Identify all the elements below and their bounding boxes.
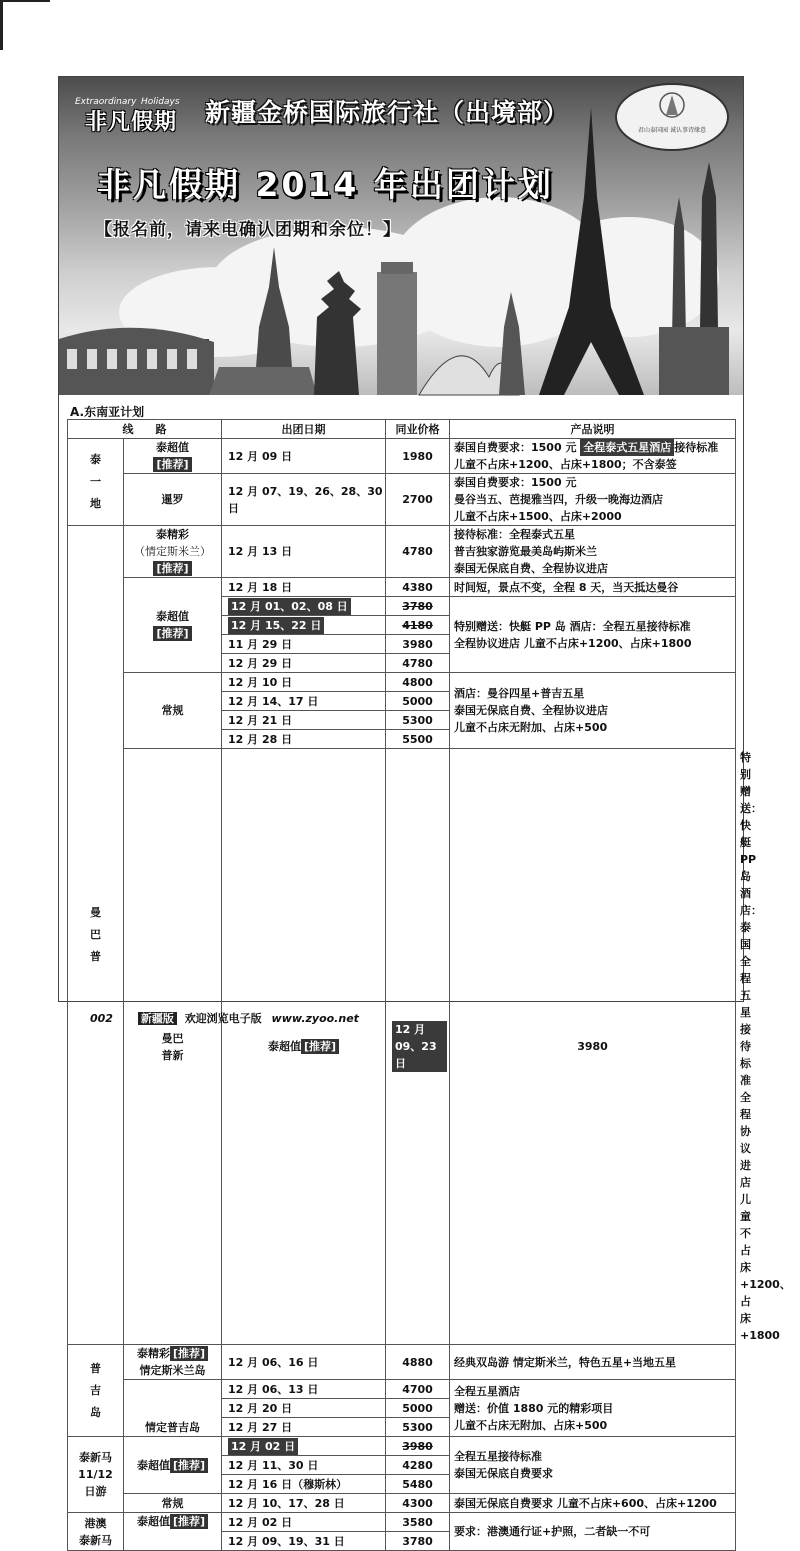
date-cell: [222, 1437, 386, 1456]
recommend-tag-label: 推荐: [178, 1515, 200, 1528]
category-label: 普吉岛: [90, 1361, 101, 1419]
desc-text: 接待标准: [674, 441, 719, 454]
route-cell: [222, 749, 386, 1345]
price-struck: 3780: [402, 599, 433, 613]
table-row: [68, 673, 736, 692]
desc-line: 儿童不占床+1200、占床+1800；不含泰签: [454, 458, 677, 471]
seal-caption: 君山泰国园 诚认事诗缘意: [638, 127, 706, 134]
date-cell: 12 月 09 日: [222, 439, 386, 474]
header-price: 同业价格: [386, 420, 450, 439]
price-struck: 3980: [402, 1439, 433, 1453]
category-cell: [68, 439, 124, 526]
price-cell: 4800: [386, 673, 450, 692]
desc-line: 泰国自费要求：1500 元: [454, 476, 577, 489]
table-row: [68, 526, 736, 578]
category-label: 泰一地: [90, 453, 101, 510]
header-banner: [59, 77, 743, 395]
price-struck: 4180: [402, 618, 433, 632]
agency-seal: [615, 83, 729, 151]
table-row: [68, 474, 736, 526]
desc-cell: [450, 597, 736, 673]
logo-en-left: Extraordinary: [75, 97, 137, 107]
footer-url[interactable]: www.zyoo.net: [271, 1012, 359, 1025]
date-highlight: 12 月 15、22 日: [228, 617, 324, 634]
route-label: 泰超值: [156, 610, 189, 623]
date-highlight: 12 月 01、02、08 日: [228, 598, 351, 615]
category-label: 泰新马: [79, 1533, 112, 1547]
desc-line: 全程协议进店 儿童不占床+1200、占床+1800: [454, 636, 692, 650]
route-label: 泰精彩: [156, 528, 189, 541]
route-label: 泰超值: [136, 1458, 170, 1472]
date-cell: 12 月 28 日: [222, 730, 386, 749]
price-cell: 5300: [386, 1418, 450, 1437]
desc-line: 全程五星酒店: [454, 1384, 520, 1398]
fantastic-holidays-logo: [69, 83, 187, 139]
route-label: 泰超值: [156, 441, 189, 454]
price-cell: 5000: [386, 692, 450, 711]
date-cell: [222, 616, 386, 635]
price-cell: [386, 1437, 450, 1456]
route-cell: [124, 1345, 222, 1380]
price-cell: 3980: [450, 749, 736, 1345]
desc-highlight: 全程泰式五星酒店: [580, 439, 674, 456]
price-cell: 4380: [386, 578, 450, 597]
desc-line: 特别赠送：快艇 PP 岛 酒店：全程五星接待标准: [454, 619, 691, 633]
page-number: 002: [90, 1012, 113, 1025]
recommend-tag-label: 推荐: [161, 627, 184, 640]
page-footer: [90, 1010, 359, 1024]
desc-cell: [450, 1437, 736, 1494]
price-cell: 1980: [386, 439, 450, 474]
recommend-tag: [推荐]: [153, 561, 191, 576]
desc-line: 赠送：价值 1880 元的精彩项目: [454, 1401, 614, 1415]
date-cell: 12 月 20 日: [222, 1399, 386, 1418]
desc-line: 接待标准：全程泰式五星: [454, 528, 575, 541]
agency-name: 新疆金桥国际旅行社（出境部）: [205, 98, 570, 127]
price-cell: 3980: [386, 635, 450, 654]
price-cell: 4280: [386, 1456, 450, 1475]
category-cell: [124, 749, 222, 1345]
date-highlight: 12 月 02 日: [228, 1438, 298, 1455]
recommend-tag: [推荐]: [153, 626, 191, 641]
schedule-table-box: [67, 401, 791, 1551]
table-header-row: [68, 420, 736, 439]
desc-line: [454, 439, 733, 456]
category-label: 曼巴普: [90, 906, 101, 963]
desc-line: 全程五星接待标准: [454, 1450, 542, 1463]
route-label-sub: 情定斯米兰岛: [139, 1364, 206, 1377]
category-label: 11/12: [78, 1468, 113, 1481]
desc-cell: [450, 439, 736, 474]
desc-line: 酒店：曼谷四星+普吉五星: [454, 687, 585, 700]
recommend-tag: [推荐]: [153, 457, 191, 472]
recommend-tag-label: 推荐: [178, 1347, 200, 1360]
table-row: [68, 1380, 736, 1399]
category-cell: [68, 526, 124, 1345]
desc-line: 泰国无保底自费要求: [454, 1467, 553, 1480]
date-cell: 11 月 29 日: [222, 635, 386, 654]
desc-cell: [450, 673, 736, 749]
schedule-table: [67, 419, 791, 1551]
date-highlight: 12 月 09、23 日: [392, 1021, 447, 1072]
route-label: 情定普吉岛: [145, 1421, 200, 1434]
route-label-sub: （情定斯米兰）: [134, 545, 211, 558]
price-cell: 4780: [386, 654, 450, 673]
price-cell: 5480: [386, 1475, 450, 1494]
date-cell: 12 月 09、19、31 日: [222, 1532, 386, 1551]
route-cell: [124, 1437, 222, 1494]
date-cell: 12 月 16 日（穆斯林）: [222, 1475, 386, 1494]
date-cell: [386, 749, 450, 1345]
desc-line: 儿童不占床+1500、占床+2000: [454, 510, 622, 523]
date-cell: 12 月 14、17 日: [222, 692, 386, 711]
route-cell: [124, 1380, 222, 1437]
route-cell: [124, 439, 222, 474]
date-cell: 12 月 06、16 日: [222, 1345, 386, 1380]
desc-cell: 经典双岛游 情定斯米兰，特色五星+当地五星: [450, 1345, 736, 1380]
header-route: 线 路: [68, 420, 222, 439]
route-label: 泰精彩: [136, 1347, 170, 1360]
table-row: [68, 578, 736, 597]
date-cell: 12 月 02 日: [222, 1513, 386, 1532]
table-row: [68, 439, 736, 474]
desc-cell: [450, 1380, 736, 1437]
date-cell: 12 月 10、17、28 日: [222, 1494, 386, 1513]
category-cell: [68, 1437, 124, 1513]
recommend-tag: [推荐]: [301, 1039, 339, 1054]
date-cell: 12 月 06、13 日: [222, 1380, 386, 1399]
date-cell: 12 月 10 日: [222, 673, 386, 692]
recommend-tag: [推荐]: [170, 1514, 208, 1529]
table-row: [68, 1437, 736, 1456]
recommend-tag: [推荐]: [170, 1458, 208, 1473]
section-title: A.东南亚计划: [70, 405, 145, 419]
desc-text: 泰国自费要求：1500 元: [454, 441, 577, 454]
table-row: [68, 1345, 736, 1380]
route-label: 泰超值: [267, 1040, 301, 1053]
price-cell: 2700: [386, 474, 450, 526]
desc-line: 儿童不占床无附加、占床+500: [454, 1418, 608, 1432]
desc-line: 泰国无保底自费、全程协议进店: [454, 562, 608, 575]
table-row: [68, 1513, 736, 1532]
crop-mark-top-left: [0, 0, 3, 50]
header-desc: 产品说明: [450, 420, 736, 439]
route-label: 泰超值: [136, 1515, 170, 1528]
category-label: 港澳: [84, 1516, 107, 1530]
category-label: 泰新马: [79, 1451, 112, 1464]
recommend-tag: [推荐]: [170, 1346, 208, 1361]
date-cell: 12 月 11、30 日: [222, 1456, 386, 1475]
desc-line: 泰国无保底自费、全程协议进店: [454, 704, 608, 717]
category-label: 日游: [84, 1485, 107, 1498]
category-label: 普新: [161, 1048, 184, 1062]
date-cell: 12 月 27 日: [222, 1418, 386, 1437]
date-cell: 12 月 21 日: [222, 711, 386, 730]
category-cell: [68, 1345, 124, 1437]
recommend-tag-label: 推荐: [178, 1458, 200, 1472]
route-cell: [124, 578, 222, 673]
date-cell: 12 月 18 日: [222, 578, 386, 597]
route-cell: [124, 526, 222, 578]
route-cell: 暹罗: [124, 474, 222, 526]
booking-notice: 【报名前，请来电确认团期和余位！】: [95, 220, 401, 240]
recommend-tag-label: 推荐: [161, 562, 184, 575]
price-cell: 3780: [386, 1532, 450, 1551]
date-cell: [222, 597, 386, 616]
date-cell: 12 月 07、19、26、28、30 日: [222, 474, 386, 526]
logo-text: 非凡假期: [85, 110, 178, 135]
recommend-tag-label: 推荐: [161, 458, 184, 471]
table-row: [68, 1494, 736, 1513]
price-cell: [386, 597, 450, 616]
category-label: 曼巴: [161, 1031, 184, 1045]
crop-mark-top-left-h: [0, 0, 50, 2]
desc-cell: [450, 474, 736, 526]
desc-cell: 泰国无保底自费要求 儿童不占床+600、占床+1200: [450, 1494, 736, 1513]
footer-text: 欢迎浏览电子版: [184, 1012, 262, 1025]
route-cell: 常规: [124, 673, 222, 749]
price-cell: 4300: [386, 1494, 450, 1513]
route-cell: [124, 1513, 222, 1551]
price-cell: 4780: [386, 526, 450, 578]
desc-cell: [450, 526, 736, 578]
desc-cell: 要求：港澳通行证+护照，二者缺一不可: [450, 1513, 736, 1551]
price-cell: 5000: [386, 1399, 450, 1418]
desc-line: 普吉独家游览最美岛屿斯米兰: [454, 545, 597, 558]
logo-en-right: Holidays: [141, 97, 180, 107]
category-cell: [68, 1513, 124, 1551]
price-cell: 4880: [386, 1345, 450, 1380]
recommend-tag-label: 推荐: [309, 1040, 331, 1053]
header-date: 出团日期: [222, 420, 386, 439]
price-cell: [386, 616, 450, 635]
table-row: 曼巴 普新 泰超值 [推荐] 12 月 09、23 日 3980 特别赠送：快艇 PP 岛 酒店：泰国全程五星接待标准 全程协议进店 儿童不占床+1200、占床+1800: [68, 749, 736, 1345]
price-cell: 5500: [386, 730, 450, 749]
desc-line: 儿童不占床无附加、占床+500: [454, 721, 608, 734]
date-cell: 12 月 29 日: [222, 654, 386, 673]
desc-line: 曼谷当五、芭提雅当四，升级一晚海边酒店: [454, 493, 663, 506]
seal-figure-icon: [617, 85, 727, 125]
price-cell: 3580: [386, 1513, 450, 1532]
route-cell: 常规: [124, 1494, 222, 1513]
desc-cell: 时间短，景点不变，全程 8 天，当天抵达曼谷: [450, 578, 736, 597]
main-title: 非凡假期 2014 年出团计划: [97, 165, 554, 204]
price-cell: 5300: [386, 711, 450, 730]
price-cell: 4700: [386, 1380, 450, 1399]
date-cell: 12 月 13 日: [222, 526, 386, 578]
edition-badge: 新疆版: [138, 1012, 177, 1025]
